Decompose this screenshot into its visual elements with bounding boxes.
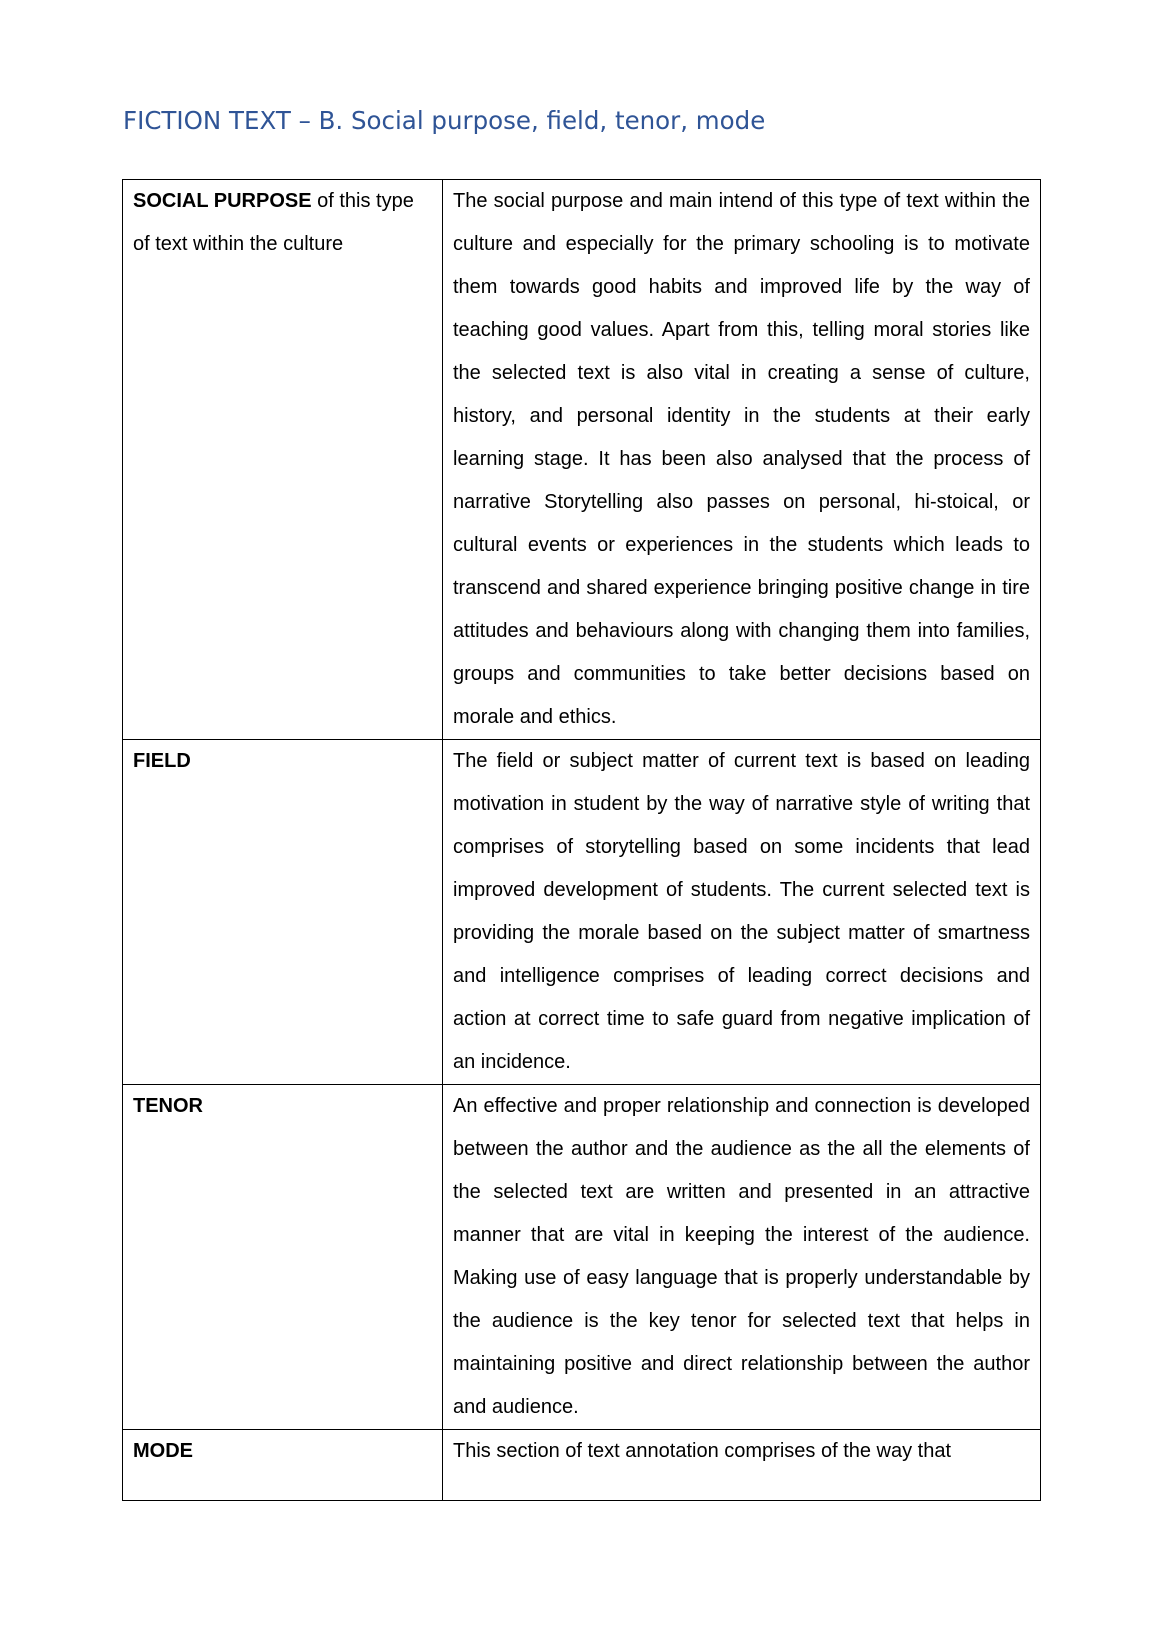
table-row	[123, 1430, 1041, 1501]
row-label-cell	[123, 180, 443, 740]
row-label-cell	[123, 1430, 443, 1501]
tenor-label: TENOR	[133, 1095, 203, 1117]
field-text: The field or subject matter of current text is based on leading motivation in student by the way of narrative style of writing that comprises of storytelling based on some incidents that lead improved development of students. The current selected text is providing the morale based on the subject matter of smartness and intelligence comprises of leading correct decisions and action at correct time to safe guard from negative implication of an incidence.	[443, 740, 1041, 1085]
social-purpose-label-rest: of this type of text within the culture	[133, 190, 414, 255]
mode-text: This section of text annotation comprises of the way that	[443, 1430, 1041, 1501]
page-title: FICTION TEXT – B. Social purpose, field, tenor, mode	[123, 106, 766, 135]
table-row	[123, 1085, 1041, 1430]
annotation-table	[122, 179, 1041, 1501]
field-label: FIELD	[133, 750, 191, 772]
table-row	[123, 740, 1041, 1085]
social-purpose-label: SOCIAL PURPOSE	[133, 190, 312, 212]
social-purpose-text: The social purpose and main intend of this type of text within the culture and especially for the primary schooling is to motivate them towards good habits and improved life by the way of teaching good values. Apart from this, telling moral stories like the selected text is also vital in creating a sense of culture, history, and personal identity in the students at their early learning stage. It has been also analysed that the process of narrative Storytelling also passes on personal, hi-stoical, or cultural events or experiences in the students which leads to transcend and shared experience bringing positive change in tire attitudes and behaviours along with changing them into families, groups and communities to take better decisions based on morale and ethics.	[443, 180, 1041, 740]
mode-label: MODE	[133, 1440, 193, 1462]
row-label-cell	[123, 740, 443, 1085]
table-row	[123, 180, 1041, 740]
tenor-text: An effective and proper relationship and connection is developed between the author and the audience as the all the elements of the selected text are written and presented in an attractive manner that are vital in keeping the interest of the audience. Making use of easy language that is properly understandable by the audience is the key tenor for selected text that helps in maintaining positive and direct relationship between the author and audience.	[443, 1085, 1041, 1430]
row-label-cell	[123, 1085, 443, 1430]
